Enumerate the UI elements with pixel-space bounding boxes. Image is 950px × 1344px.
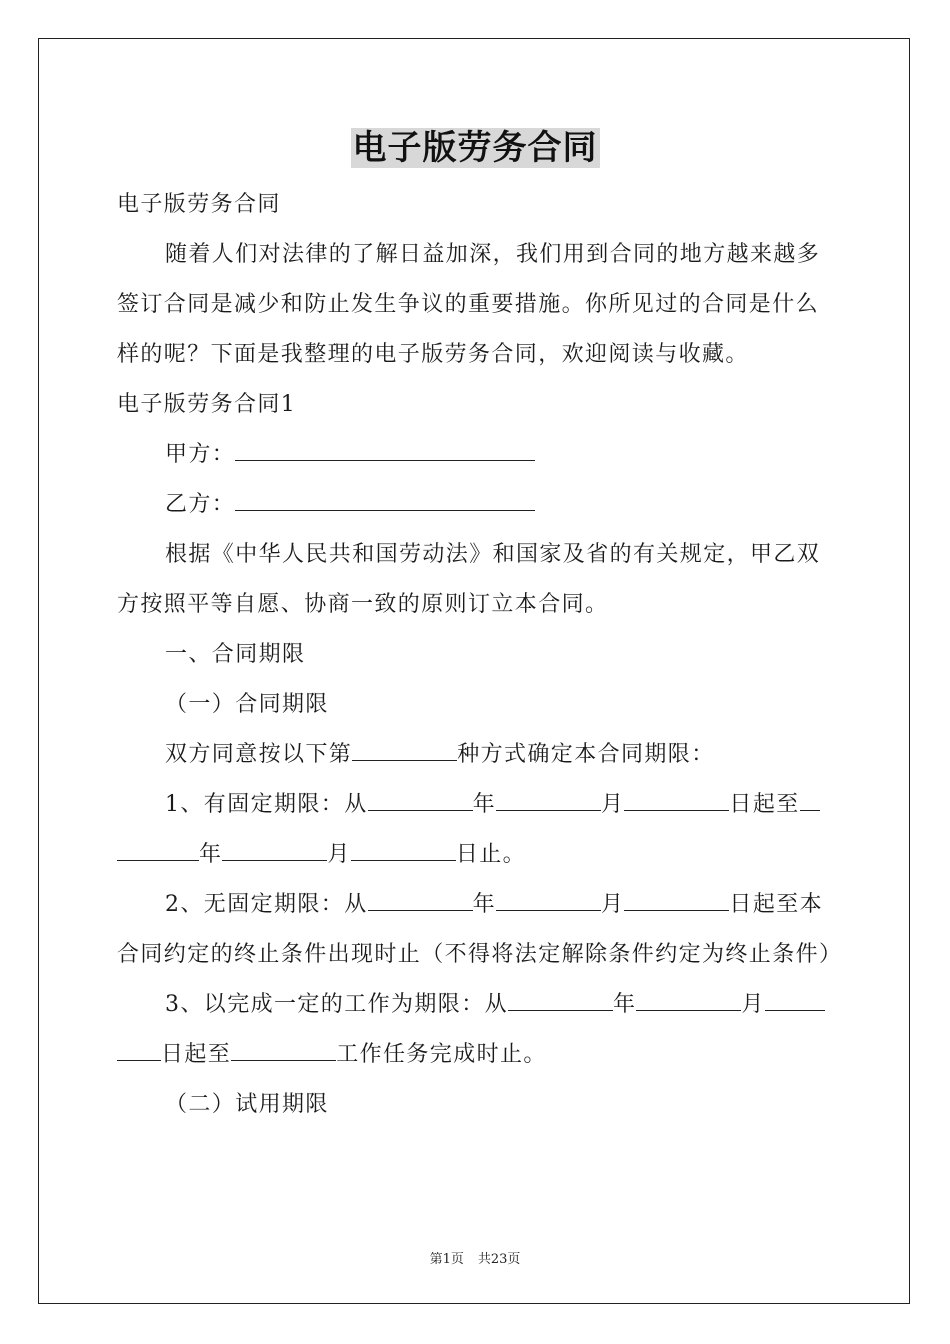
page-number: 第1页 xyxy=(429,1252,464,1267)
item-3-month-blank xyxy=(636,992,741,1011)
item-1-start-day-blank xyxy=(624,792,729,811)
item-1-start-month-blank xyxy=(496,792,601,811)
item-3-day-start: 日起至 xyxy=(161,1042,232,1067)
subsection-1-heading: （一）合同期限 xyxy=(165,692,329,717)
basis-paragraph: 根据《中华人民共和国劳动法》和国家及省的有关规定，甲乙双方按照平等自愿、协商一致的原则订立本合同。 xyxy=(117,542,821,617)
page-total: 共23页 xyxy=(477,1252,521,1267)
party-a-blank xyxy=(235,442,535,461)
item-2-month-blank xyxy=(496,892,601,911)
item-2-day-blank xyxy=(624,892,729,911)
contract-heading: 电子版劳务合同1 xyxy=(117,392,297,417)
item-1-paragraph xyxy=(117,780,835,880)
item-1-year2: 年 xyxy=(199,842,223,867)
item-1-end-year-blank-a xyxy=(800,792,820,811)
item-2-year: 年 xyxy=(472,892,497,917)
item-3-month: 月 xyxy=(741,992,765,1017)
item-1-end-day-blank xyxy=(351,842,456,861)
item-1-month: 月 xyxy=(601,792,625,817)
item-3-prefix: 3、以完成一定的工作为期限：从 xyxy=(165,992,508,1017)
item-1-month2: 月 xyxy=(327,842,351,867)
item-1-end-year-blank-b xyxy=(117,842,199,861)
item-1-day-start: 日起至 xyxy=(729,792,800,817)
title-container xyxy=(0,128,950,168)
section-1-heading: 一、合同期限 xyxy=(165,642,306,667)
item-2-month: 月 xyxy=(601,892,625,917)
method-blank xyxy=(352,742,457,761)
agree-suffix: 种方式确定本合同期限： xyxy=(457,742,715,767)
item-3-day-blank-b xyxy=(117,1042,161,1061)
item-2-paragraph xyxy=(117,880,843,980)
item-1-day-end: 日止。 xyxy=(455,842,527,867)
item-1-prefix: 1、有固定期限：从 xyxy=(165,792,368,817)
item-3-day-blank-a xyxy=(765,992,825,1011)
subsection-2-heading: （二）试用期限 xyxy=(165,1092,329,1117)
agree-prefix: 双方同意按以下第 xyxy=(165,742,353,767)
item-3-year: 年 xyxy=(613,992,637,1017)
party-a-label: 甲方： xyxy=(165,442,236,467)
document-title: 电子版劳务合同 xyxy=(352,128,598,168)
item-2-year-blank xyxy=(368,892,473,911)
party-b-line xyxy=(117,480,835,530)
item-3-year-blank xyxy=(508,992,613,1011)
agree-line xyxy=(117,730,835,780)
document-body xyxy=(117,180,843,1130)
item-1-start-year-blank xyxy=(368,792,473,811)
item-1-year: 年 xyxy=(472,792,497,817)
item-3-task-blank xyxy=(231,1042,336,1061)
item-2-suffix: 日起至本合同约定的终止条件出现时止（不得将法定解除条件约定为终止条件） xyxy=(117,892,843,967)
item-2-prefix: 2、无固定期限：从 xyxy=(165,892,368,917)
item-3-paragraph xyxy=(117,980,835,1080)
party-b-label: 乙方： xyxy=(165,492,236,517)
party-a-line xyxy=(117,430,835,480)
party-b-blank xyxy=(235,492,535,511)
intro-paragraph: 随着人们对法律的了解日益加深，我们用到合同的地方越来越多签订合同是减少和防止发生争议的重要措施。你所见过的合同是什么样的呢？下面是我整理的电子版劳务合同，欢迎阅读与收藏。 xyxy=(117,242,821,367)
item-3-suffix: 工作任务完成时止。 xyxy=(336,1042,547,1067)
intro-heading: 电子版劳务合同 xyxy=(117,192,281,217)
item-1-end-month-blank xyxy=(222,842,327,861)
page-footer xyxy=(0,1248,950,1267)
